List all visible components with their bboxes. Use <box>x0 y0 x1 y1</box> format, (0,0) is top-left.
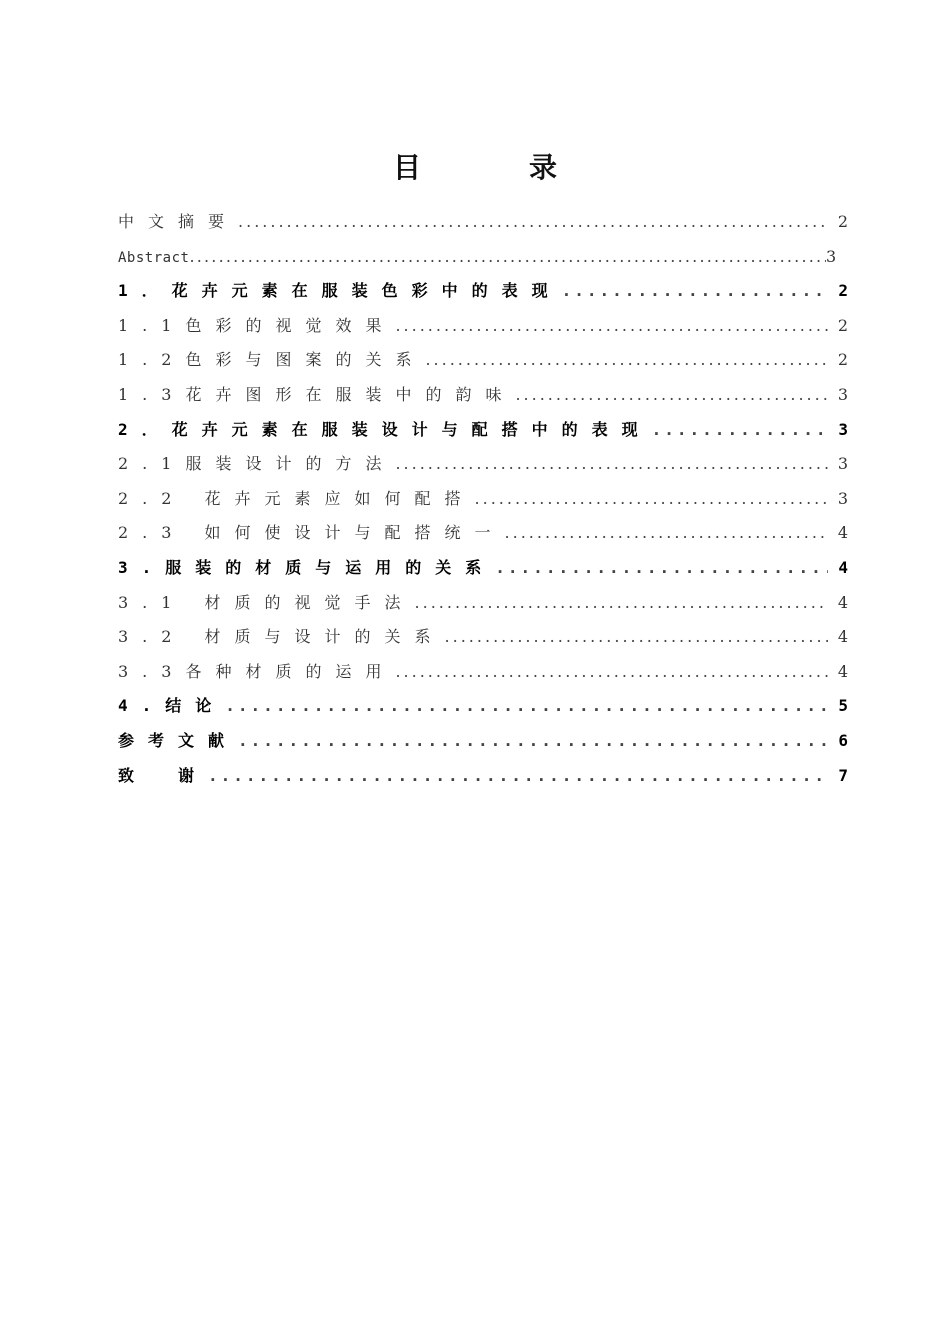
toc-entry-page-number: 5 <box>838 696 848 716</box>
toc-entry[interactable] <box>118 413 848 448</box>
toc-entry-page-number: 7 <box>838 765 848 785</box>
toc-entry[interactable] <box>118 274 848 309</box>
toc-entry-page-number: 4 <box>837 627 848 647</box>
toc-entry[interactable] <box>118 205 848 240</box>
toc-entry[interactable] <box>118 586 848 621</box>
toc-entry[interactable] <box>118 378 848 413</box>
toc-entry-page-number: 3 <box>838 419 848 439</box>
toc-entry-page-number: 3 <box>837 454 848 474</box>
table-of-contents <box>118 205 848 793</box>
toc-entry-label: 中文摘要 <box>118 212 239 231</box>
toc-dot-leader <box>189 240 826 275</box>
toc-entry-label: 2．花卉元素在服装设计与配搭中的表现 <box>118 419 652 439</box>
toc-entry[interactable] <box>118 689 848 724</box>
toc-entry[interactable] <box>118 516 848 551</box>
toc-entry-page-number: 3 <box>837 488 848 508</box>
toc-entry-label: 2.2 花卉元素应如何配搭 <box>118 488 475 508</box>
toc-entry-label: 致 谢 <box>118 765 209 785</box>
toc-entry[interactable] <box>118 724 848 759</box>
toc-dot-leader <box>515 378 828 413</box>
toc-entry-page-number: 3 <box>826 246 837 266</box>
toc-entry-page-number: 4 <box>837 523 848 543</box>
toc-entry-label: 1.2色彩与图案的关系 <box>118 350 426 370</box>
toc-entry-page-number: 2 <box>837 350 848 370</box>
toc-dot-leader <box>238 205 828 240</box>
toc-dot-leader <box>415 586 828 621</box>
toc-dot-leader <box>652 413 828 448</box>
toc-dot-leader <box>445 620 828 655</box>
toc-dot-leader <box>495 551 828 586</box>
page-title: 目 录 <box>392 151 597 184</box>
toc-entry-label: 3.1 材质的视觉手法 <box>118 592 415 612</box>
toc-entry-label: 3.服装的材质与运用的关系 <box>118 557 496 577</box>
toc-dot-leader <box>425 343 828 378</box>
toc-entry[interactable] <box>118 759 848 794</box>
toc-dot-leader <box>225 689 828 724</box>
toc-entry[interactable] <box>118 620 848 655</box>
toc-entry[interactable] <box>118 655 848 690</box>
toc-entry[interactable] <box>118 447 848 482</box>
toc-entry-page-number: 4 <box>838 557 848 577</box>
toc-entry[interactable] <box>118 309 848 344</box>
toc-dot-leader <box>562 274 828 309</box>
toc-entry-label: 1.3花卉图形在服装中的韵味 <box>118 384 516 404</box>
toc-entry[interactable] <box>118 551 848 586</box>
toc-entry[interactable] <box>118 482 848 517</box>
toc-dot-leader <box>475 482 828 517</box>
toc-dot-leader <box>395 309 828 344</box>
toc-dot-leader <box>505 516 828 551</box>
toc-entry[interactable] <box>118 343 848 378</box>
toc-entry-page-number: 2 <box>838 281 848 301</box>
toc-entry-label: 3.2 材质与设计的关系 <box>118 627 445 647</box>
toc-entry-page-number: 3 <box>837 384 848 404</box>
toc-entry-label: 1．花卉元素在服装色彩中的表现 <box>118 281 562 301</box>
toc-entry-label: 2.3 如何使设计与配搭统一 <box>118 523 505 543</box>
toc-entry-page-number: 4 <box>837 661 848 681</box>
toc-entry-label: Abstract <box>118 249 190 266</box>
toc-entry-page-number: 6 <box>838 730 848 750</box>
toc-entry-label: 2.1服装设计的方法 <box>118 454 396 474</box>
toc-dot-leader <box>395 655 828 690</box>
toc-entry-label: 3.3各种材质的运用 <box>118 661 396 681</box>
toc-entry[interactable] <box>118 240 848 275</box>
toc-entry-page-number: 4 <box>837 592 848 612</box>
toc-dot-leader <box>238 724 828 759</box>
toc-entry-label: 4.结论 <box>118 696 226 716</box>
toc-dot-leader <box>395 447 828 482</box>
toc-entry-label: 参考文献 <box>118 730 239 750</box>
toc-entry-page-number: 2 <box>837 315 848 335</box>
toc-entry-page-number: 2 <box>837 212 848 231</box>
toc-entry-label: 1.1色彩的视觉效果 <box>118 315 396 335</box>
toc-dot-leader <box>208 759 828 794</box>
